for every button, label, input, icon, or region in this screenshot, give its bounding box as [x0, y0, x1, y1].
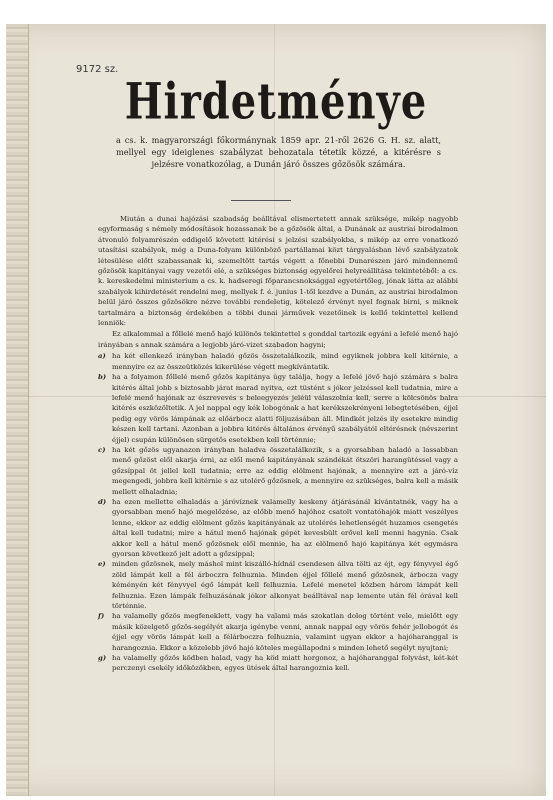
- rule-label: c): [98, 445, 106, 454]
- rule-item: [98, 559, 458, 611]
- rule-text: ha valamelly gőzös megfeneklett, vagy ha valami más szokatlan dolog történt vele, mielőtt egy másik közelgető gőzös-segélyét akarja igénybe venni, annak nappal egy vörös fehér jellobogót és éjjel egy vörös lámpát kell a félárboczra felhuznia, valamint ugyan ekkor a hajóharanggal is harangoznia. Ekkor a közelebb jövő hajó köteles megállapodni s minden lehető segélyt nyujtani;: [112, 612, 458, 652]
- rule-text: ha két gőzös ugyanazon irányban haladva összetalálkozik, s a gyorsabban haladó a lassabban menő gőzöst elől akarja érni, az elől menő kapitányának szándékát ötszöri harangütéssel vagy a gőzsíppal öt jellel kell tudatnia; erre az eddig elölment hajónak, a mennyire ezt a járó-víz megengedi, jobbra kell kitérnie s az utolérő gőzösnek, a mennyire ez szükséges, balra kell a másik mellett elhaladnia;: [112, 445, 458, 496]
- poster-title: Hirdetménye: [124, 72, 428, 131]
- rule-item: [98, 653, 458, 674]
- rule-item: [98, 351, 458, 372]
- rule-label: e): [98, 560, 106, 569]
- document-number: 9172 sz.: [76, 64, 119, 75]
- rule-text: ha két ellenkező irányban haladó gőzös összetalálkozik, mind egyiknek jobbra kell kitérnie, a mennyire ez az összeütközés kikerülése végett megkívántatik.: [112, 352, 458, 371]
- poster-subtitle: a cs. k. magyarországi főkormánynak 1859 apr. 21-ről 2626 G. H. sz. alatt, mellyel egy ideiglenes szabályzat behozatala tétetik közzé, a kitérésre s jelzésre vonatkozólag, a Dunán járó összes gőzösök számára.: [116, 135, 441, 169]
- rule-text: ha a folyamon főllelé menő gőzös kapitánya úgy találja, hogy a lefelé jövő hajó számára s balra kitérés által jobb s biztosabb járat marad nyitva, ezt tüstént s jókor jelzéssel kell tudatnia, mire a lefelé menő hajónak az észrevevés s beleegyezés jeléül válaszolnia kell, serre a kölcsönös balra kitérés eszközöltetik. A jel nappal egy kék lobogónak a hat kerékszekrényeni lebegtetésében, éjjel pedig egy vörös lámpának az előárbocz alatti följuzásában áll. Mindkét jelzés ily esetekre mindig készen kell tartani. Azonban a jobbra kitérés általános érvényű szabályától eltérésnek (névszerint éjjel) csupán különösen sürgetős esetekben kell történnie;: [112, 373, 458, 444]
- intro-paragraph: Miután a dunai hajózási szabadság beálltával elismertetett annak szüksége, mikép nagyobb egyformaság s némely módosítások hozassanak be a gőzösök által, a Dunának az austriai birodalmon átvonuló folyamrészén eddigelő követett kitérési s jelzési szabályokba, s mikép az erre vonatkozó utasítási szabályok, még a Duna-folyam különböző partállamai közt tárgyalásban lévő szabályzatok létesülése előtt szabassanak ki, szemeltött tartás végett a főnebbi Dunarészen járó mindennemű gőzösök kapitányai vagy vezetői elé, a szükséges biztonság egyelőrei helyreállítása tekintetéből: a cs. k. kereskedelmi ministerium a cs. k. hadseregi főparancsnoksággal egyetértőleg, jónak látta az alábbi szabályok kihirdetését rendelni meg, mellyek f. é. junius 1-től kezdve a Dunán, az austriai birodalmon belül járó összes gőzösökre nézve további rendeletig, kötelező érvényt nyel fognak birni, s miknek tartalmára a biztonság érdekében a többi dunai járművek vezetőinek is kellő tekintettel kellend lenniök:: [98, 215, 458, 328]
- intro-paragraph-2: Ez alkalommal a főllelé menő hajó különös tekintettel s gonddal tartozik egyáni a lefelé menő hajó irányában s annak számára a legjobb járó-vizet szabadon hagyni;: [98, 330, 458, 349]
- rule-text: ha ezen mellette elhaladás a járóvíznek valamelly keskeny átjárásánál kívántatnék, vagy ha a gyorsabban menő hajó megelőzése, az előbb menő hajóhoz csatolt vontatóhajók miatt veszélyes lenne, ekkor az eddig elölment gőzös kapitányának az utolérés lehetlenségét huzamos csengetés által kell tudatni; mire a hátul menő hajónak gépét kevesbült erővel kell menni hagynia. Csak akkor kell a hátul menő gőzösnek elől mennie, ha az elölmenő hajó kapitánya két egymásra gyorsan következő jelt adott a gőzsíppal;: [112, 497, 458, 558]
- rule-text: minden gőzösnek, mely máshol mint kiszálló-hídnál csendesen állva tölti az éjt, egy fényvyel égő zöld lámpát kell a fél árboczra felhuznia. Minden éjjel főllelé menő gőzösnek, árbocza vagy kéményén két fényvyel égő lámpát kell felhuznia. Lefelé menetel közben három lámpát kell felhuznia. Ezen lámpák felhuzásának jókor alkonyat beálltával nap lemente után fél órával kell történnie.: [112, 560, 458, 611]
- rule-item: [98, 497, 458, 559]
- rule-label: g): [98, 654, 107, 663]
- rule-text: ha valamelly gőzös ködben halad, vagy ha köd miatt horgonoz, a hajóharanggal folyvást, két-két perczenyi csekély időközökben, egyes ütések által harangoznia kell.: [112, 654, 458, 673]
- rule-item: [98, 372, 458, 445]
- poster-body: [98, 214, 458, 674]
- poster-sheet: [6, 24, 546, 796]
- divider-rule: [231, 200, 291, 201]
- rule-list: [98, 351, 458, 674]
- rule-label: d): [98, 497, 107, 506]
- rule-label: a): [98, 352, 106, 361]
- rule-item: [98, 445, 458, 497]
- rule-item: [98, 611, 458, 653]
- folded-edge-strip: [6, 24, 29, 796]
- rule-label: b): [98, 373, 107, 382]
- rule-label: f): [98, 612, 105, 621]
